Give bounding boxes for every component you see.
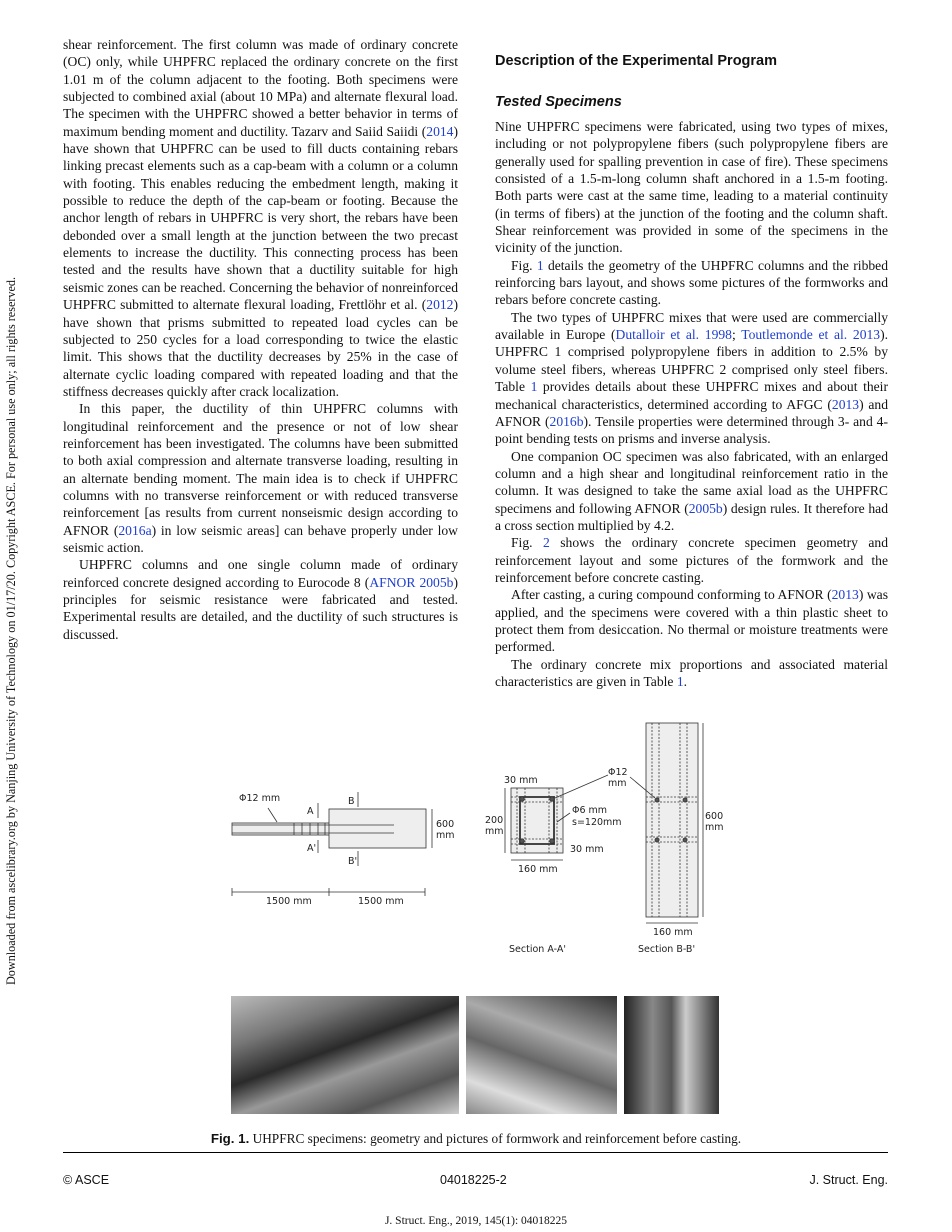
section-a2-mark: A' (307, 843, 317, 854)
section-b2-mark: B' (348, 856, 358, 867)
text-run: ) have shown that UHPFRC can be used to fill ducts containing rebars linking precast elements such as a cap-beam with a column or a column with footing. This enables reducing the embedment length, making it possible to reduce the depth of the cap-beam or footing. Because the anchor length of rebars in UHPFRC is very short, the rebars have been debonded over a small length at the junction between the two precast elements to increase the ductility. This connecting process has been tested and the results have shown that a ductility suitable for high seismic zones can be reached. Concerning the behavior of nonreinforced UHPFRC submitted to alternate flexural loading, Frettlöhr et al. ( (63, 123, 458, 313)
long-bar-unit: mm (608, 778, 627, 789)
reference-link[interactable]: 2013 (831, 587, 859, 603)
caption-label: Fig. 1. (210, 1131, 250, 1146)
figure-1-diagram (225, 715, 725, 960)
text-run: In this paper, the ductility of thin UHPFRC columns with longitudinal reinforcement and the presence or not of low shear reinforcement has been investigated. The columns have been submitted to both axial compression and alternate transverse loading, resulting in an alternate bending moment. The main idea is to check if UHPFRC columns with no transverse reinforcement or with reduced transverse reinforcement [as results from current nonseismic design according to AFNOR ( (63, 401, 458, 538)
reference-link[interactable]: 2012 (426, 297, 454, 313)
text-run: . (683, 674, 688, 689)
cover-bottom-label: 30 mm (570, 844, 604, 855)
text-run: Fig. (511, 535, 543, 551)
caption-text: UHPFRC specimens: geometry and pictures of formwork and reinforcement before casting. (249, 1131, 742, 1146)
paragraph (63, 556, 458, 643)
section-height: 200 (485, 815, 504, 826)
text-run: ) and AFNOR ( (495, 396, 889, 429)
stirrup-label: Φ6 mm (572, 805, 608, 816)
reference-link[interactable]: Toutlemonde et al. 2013 (741, 327, 881, 343)
figure-caption (0, 1131, 952, 1147)
paragraph (63, 36, 458, 400)
bar-label: Φ12 mm (239, 793, 281, 804)
footer-page-id: 04018225-2 (440, 1173, 507, 1187)
left-column (63, 36, 458, 643)
text-run: The ordinary concrete mix proportions and associated material characteristics are given in Table (495, 656, 888, 689)
reference-link[interactable]: AFNOR 2005b (369, 574, 454, 590)
text-run: shear reinforcement. The first column was made of ordinary concrete (OC) only, while UHPFRC replaced the ordinary concrete on the first 1.01 m of the column adjacent to the footing. Both specimens were subjected to combined axial (about 10 MPa) and alternate flexural load. The specimen with the UHPFRC showed a better behavior in terms of maximum bending moment and ductility. Tazarv and Saiid Saiidi ( (63, 37, 458, 139)
section-bb-title: Section B-B' (638, 944, 696, 955)
footer-copyright: © ASCE (63, 1173, 110, 1187)
footer-journal: J. Struct. Eng. (809, 1173, 888, 1187)
text-run: Nine UHPFRC specimens were fabricated, using two types of mixes, including or not polypropylene fibers (such polypropylene fibers are generally used for spalling prevention in case of fire). These specimens consisted of a 1.5-m-long column shaft anchored in a 1.5-m footing. Both parts were cast at the same time, leading to a material continuity (in terms of fibers) at the junction of the footing and the column shaft. Shear reinforcement was provided in some of the specimens in the vicinity of the junction. (495, 119, 888, 256)
paragraph (495, 586, 888, 655)
text-run: One companion OC specimen was also fabricated, with an enlarged column and a high shear and longitudinal reinforcement ratio in the column. It was designed to take the same axial load as the UHPFRC specimens and following AFNOR ( (495, 448, 888, 516)
section-width: 160 mm (518, 864, 558, 875)
stirrup-spacing: s=120mm (572, 817, 622, 828)
paragraph (495, 257, 888, 309)
text-run: ). Tensile properties were determined through 3- and 4-point bending tests on prisms and inverse analysis. (495, 413, 888, 447)
section-aa-title: Section A-A' (509, 944, 566, 955)
photo-column-formwork (624, 996, 719, 1114)
elevation-view (232, 792, 432, 896)
cover-top-label: 30 mm (504, 775, 538, 786)
section-a-mark: A (307, 806, 314, 817)
long-bar-label: Φ12 (608, 767, 628, 778)
footing-length: 1500 mm (358, 896, 404, 907)
paragraph (495, 448, 888, 535)
column-length: 1500 mm (266, 896, 312, 907)
text-run: details the geometry of the UHPFRC columns and the ribbed reinforcing bars layout, and shows some pictures of the formworks and rebars before concrete casting. (495, 257, 888, 308)
text-run: ) in low seismic areas] can behave properly under low seismic action. (63, 522, 458, 555)
text-run: UHPFRC columns and one single column made of ordinary reinforced concrete designed according to Eurocode 8 ( (63, 557, 458, 590)
text-run: ) principles for seismic resistance were fabricated and tested. Experimental results are detailed, and the ductility of such structures is discussed. (63, 574, 458, 642)
text-run: ; (731, 327, 742, 343)
reference-link[interactable]: Dutalloir et al. 1998 (615, 327, 732, 343)
text-run: After casting, a curing compound conforming to AFNOR ( (511, 587, 832, 603)
section-heading: Description of the Experimental Program (495, 53, 778, 69)
section-bb-view (630, 723, 703, 923)
column-height: 600 (705, 811, 724, 822)
photo-formworks (231, 996, 459, 1114)
text-run: The two types of UHPFRC mixes that were used are commercially available in Europe ( (495, 309, 888, 343)
reference-link[interactable]: 2005b (688, 500, 723, 516)
text-run: Fig. (511, 257, 537, 273)
subsection-heading: Tested Specimens (495, 94, 622, 110)
paragraph (495, 118, 888, 257)
footer-rule (63, 1152, 888, 1153)
column-height-unit: mm (705, 822, 724, 833)
paragraph (63, 400, 458, 556)
paragraph (495, 534, 888, 586)
footing-height: 600 (436, 819, 455, 830)
reference-link[interactable]: 1 (536, 257, 544, 273)
right-column (495, 118, 888, 690)
reference-link[interactable]: 1 (530, 379, 538, 395)
footing-height-unit: mm (436, 830, 455, 841)
text-run: ) design rules. It therefore had a cross section multiplied by 4.2. (495, 500, 888, 533)
section-height-unit: mm (485, 826, 504, 837)
paragraph (495, 656, 888, 691)
citation: J. Struct. Eng., 2019, 145(1): 04018225 (384, 1215, 568, 1227)
text-run: provides details about these UHPFRC mixes and about their mechanical characteristics, determined according to AFGC ( (495, 379, 888, 412)
download-note: Downloaded from ascelibrary.org by Nanjing University of Technology on 01/17/20. Copyright ASCE. For personal use only; all rights reserved. (4, 276, 18, 985)
text-run: ) was applied, and the specimens were covered with a thin plastic sheet to protect them from desiccation. No thermal or moisture treatments were performed. (495, 587, 888, 655)
reference-link[interactable]: 2016b (549, 413, 584, 429)
paragraph (495, 309, 888, 448)
reference-link[interactable]: 2013 (831, 396, 860, 412)
column-width: 160 mm (653, 927, 693, 938)
text-run: ). UHPFRC 1 comprised polypropylene fibers in addition to 2.5% by volume steel fibers, whereas UHPFRC 2 comprised only steel fibers. Table (495, 327, 889, 395)
reference-link[interactable]: 2016a (118, 522, 152, 538)
reference-link[interactable]: 1 (676, 674, 684, 689)
text-run: shows the ordinary concrete specimen geometry and reinforcement layout and some pictures of the formwork and the reinforcement before concrete casting. (495, 535, 888, 585)
reference-link[interactable]: 2 (543, 535, 550, 551)
reference-link[interactable]: 2014 (426, 123, 454, 139)
text-run: ) have shown that prisms submitted to repeated load cycles can be subjected to 250 cycles for a load corresponding to twice the elastic limit. This shows that the ductility decreases by 25% in the case of alternate cyclic loading compared with repeated loading and that the stiffness decreases quickly after crack localization. (63, 297, 458, 399)
section-b-mark: B (348, 796, 355, 807)
photo-reinforcement (466, 996, 617, 1114)
